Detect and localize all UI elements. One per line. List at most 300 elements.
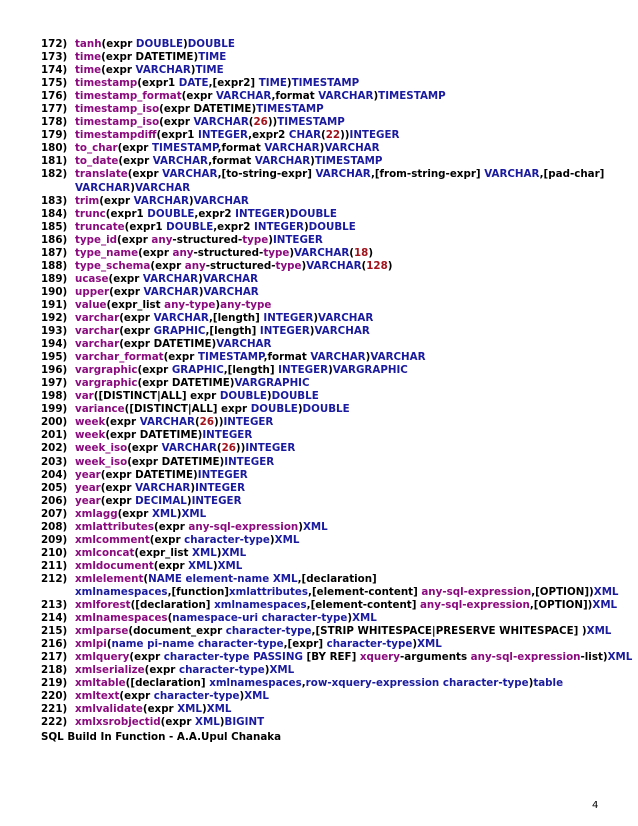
token: ) <box>219 716 225 729</box>
token: year <box>75 494 101 507</box>
token: timestamp <box>75 77 138 90</box>
entry-signature <box>75 690 269 703</box>
token: -list) <box>580 651 608 664</box>
token: ) <box>268 233 273 246</box>
list-item <box>41 638 601 651</box>
entry-signature <box>75 325 370 338</box>
token: xmlcomment <box>75 533 150 546</box>
token: ,[OPTION]) <box>531 585 594 598</box>
token: XML <box>586 625 612 638</box>
list-item <box>41 534 601 547</box>
token: VARGRAPHIC <box>234 377 310 390</box>
token: ,expr2 <box>248 129 289 142</box>
token: (expr <box>129 651 164 664</box>
list-item <box>41 260 601 273</box>
token: ([DISTINCT|ALL] expr <box>124 403 251 416</box>
token: (expr <box>150 259 185 272</box>
list-item <box>41 38 601 51</box>
entry-number: 205) <box>41 481 68 494</box>
token: XML <box>195 716 220 729</box>
list-item <box>41 703 601 716</box>
token: (expr <box>117 142 152 155</box>
token: DATETIME <box>161 455 220 468</box>
token: DATETIME <box>135 51 194 64</box>
list-item <box>41 273 601 286</box>
token: DECIMAL <box>135 494 187 507</box>
token: ) <box>198 285 204 298</box>
entry-number: 209) <box>41 533 68 546</box>
token: ) <box>216 546 222 559</box>
entry-signature <box>75 195 249 208</box>
list-item <box>41 482 601 495</box>
list-item <box>41 495 601 508</box>
token: week_iso <box>75 442 128 455</box>
token: timestamp_format <box>75 90 182 103</box>
token: ,[length] <box>205 325 260 338</box>
token: XML <box>217 559 243 572</box>
token: (expr <box>159 103 194 116</box>
token: timestamp_iso <box>75 103 160 116</box>
entry-signature <box>75 247 373 260</box>
token: ) <box>130 181 135 194</box>
token: INTEGER <box>198 129 249 142</box>
token: (expr <box>100 494 136 507</box>
token: DOUBLE <box>135 38 184 50</box>
list-item <box>41 168 605 181</box>
token: DOUBLE <box>271 390 319 403</box>
token: VARCHAR <box>294 246 350 259</box>
token: XML <box>269 664 295 677</box>
token: any-type <box>164 298 216 311</box>
token: trunc <box>75 207 106 220</box>
token: )) <box>214 416 224 429</box>
token: ([DISTINCT|ALL] expr <box>93 390 220 403</box>
list-item <box>41 716 601 729</box>
entry-signature <box>75 456 274 469</box>
token: ( <box>194 416 200 429</box>
list-item <box>41 129 601 142</box>
token: GRAPHIC <box>153 325 206 338</box>
token: VARCHAR <box>193 116 249 129</box>
token: ) <box>289 246 295 259</box>
token: varchar <box>75 311 120 324</box>
token: XML <box>417 638 442 651</box>
token: ,[length] <box>209 311 264 324</box>
token: ) <box>219 455 225 468</box>
list-item <box>41 469 601 482</box>
list-item <box>41 442 601 455</box>
token: XML <box>274 533 300 546</box>
token: VARCHAR <box>135 64 191 77</box>
token: character-type <box>184 533 270 546</box>
token: INTEGER <box>235 207 286 220</box>
token: XML <box>244 690 269 703</box>
token: ) <box>190 64 196 77</box>
token: VARCHAR <box>310 351 366 364</box>
entry-number: 219) <box>41 677 68 690</box>
list-item <box>41 390 601 403</box>
token: ( <box>349 246 354 259</box>
entry-number: 210) <box>41 546 68 559</box>
token: XML <box>352 612 377 625</box>
entry-signature <box>75 103 324 116</box>
token: week_iso <box>75 455 128 468</box>
token: xquery <box>359 651 400 664</box>
token: ) <box>183 38 188 50</box>
token: 22 <box>325 129 341 142</box>
entry-number: 206) <box>41 494 68 507</box>
token: TIMESTAMP <box>197 351 264 364</box>
token: VARCHAR <box>306 259 362 272</box>
entry-number: 208) <box>41 520 68 533</box>
token: DOUBLE <box>187 38 235 50</box>
token: (expr <box>163 351 198 364</box>
token: character-type <box>225 625 312 638</box>
list-item <box>41 312 601 325</box>
entry-signature <box>75 547 246 560</box>
entry-signature <box>75 338 271 351</box>
token: XML <box>592 599 618 612</box>
token: (expr_list <box>106 298 165 311</box>
entry-number: 196) <box>41 364 68 377</box>
token: ,[OPTION]) <box>529 599 593 612</box>
entry-number: 202) <box>41 442 68 455</box>
token: to_char <box>75 142 118 155</box>
token: ) <box>309 325 315 338</box>
list-item <box>41 221 601 234</box>
token: VARCHAR <box>264 142 320 155</box>
token: ) <box>188 194 194 207</box>
entry-number: 218) <box>41 664 68 677</box>
token: INTEGER <box>245 442 296 455</box>
entry-number: 216) <box>41 638 68 651</box>
token: VARCHAR <box>139 416 195 429</box>
entry-signature <box>75 142 380 155</box>
function-list <box>41 38 633 729</box>
token: DOUBLE <box>308 220 356 233</box>
token: (expr <box>181 90 217 103</box>
token: DATETIME <box>193 103 252 116</box>
token: ) <box>286 77 292 90</box>
token: xmltable <box>75 677 126 690</box>
token: ,[element-content] <box>306 599 420 612</box>
entry-number: 172) <box>41 38 68 50</box>
token: VARCHAR <box>318 90 374 103</box>
entry-signature <box>75 351 426 364</box>
entry-signature <box>75 260 392 273</box>
entry-number: 180) <box>41 142 68 155</box>
token: any <box>172 246 194 259</box>
token: character-type <box>153 690 240 703</box>
entry-number: 188) <box>41 259 68 272</box>
token: timestampdiff <box>75 129 157 142</box>
token: xmlparse <box>75 625 129 638</box>
token: XML <box>593 585 619 598</box>
token: VARCHAR <box>193 194 249 207</box>
entry-signature <box>75 482 245 495</box>
entry-number: 211) <box>41 559 68 572</box>
token: xmlattributes <box>75 520 155 533</box>
list-item <box>41 677 601 690</box>
token: ) <box>303 220 309 233</box>
entry-signature <box>75 155 382 168</box>
list-item <box>41 416 601 429</box>
token: ,[declaration] <box>297 572 377 585</box>
token: VARCHAR <box>370 351 426 364</box>
token: ,[from-string-expr] <box>370 168 485 181</box>
token: any-sql-expression <box>188 520 299 533</box>
entry-signature <box>75 208 337 221</box>
token: ) <box>239 690 245 703</box>
token: VARCHAR <box>135 481 191 494</box>
token: TIME <box>198 51 227 64</box>
token: )) <box>235 442 246 455</box>
token: -structured- <box>193 246 264 259</box>
token: any-type <box>220 298 272 311</box>
token: ) <box>251 103 257 116</box>
token: trim <box>75 194 100 207</box>
list-item <box>41 155 601 168</box>
token: type <box>242 233 269 246</box>
entry-number: 182) <box>41 168 68 181</box>
entry-number: 173) <box>41 51 68 64</box>
token: week <box>75 416 106 429</box>
token: xmlpi <box>75 638 107 651</box>
entry-signature <box>75 625 611 638</box>
token: ( <box>361 259 367 272</box>
token: (expr1 <box>156 129 199 142</box>
token: )) <box>340 129 350 142</box>
entry-signature <box>75 716 264 729</box>
token: , <box>301 677 306 690</box>
token: table <box>533 677 564 690</box>
token: year <box>75 481 101 494</box>
token: any-sql-expression <box>470 651 581 664</box>
list-item <box>41 234 601 247</box>
entry-signature <box>75 273 258 286</box>
token: xmlagg <box>75 507 118 520</box>
list-item <box>41 325 601 338</box>
token: varchar <box>75 325 120 338</box>
token: VARGRAPHIC <box>332 364 408 377</box>
entry-number: 221) <box>41 703 68 716</box>
entry-number: 192) <box>41 311 68 324</box>
list-item <box>41 90 601 103</box>
token: ([declaration] <box>130 599 215 612</box>
token: ) <box>266 390 272 403</box>
list-item <box>41 77 601 90</box>
token: (expr <box>118 155 153 168</box>
token: time <box>75 51 102 64</box>
token: DOUBLE <box>219 390 267 403</box>
token: INTEGER <box>202 429 253 442</box>
entry-signature <box>75 560 242 573</box>
entry-number: 186) <box>41 233 68 246</box>
entry-number: 191) <box>41 298 68 311</box>
entry-signature <box>75 299 271 312</box>
token: DOUBLE <box>250 403 298 416</box>
token: XML <box>177 703 202 716</box>
token: ,format <box>208 155 255 168</box>
entry-number: 207) <box>41 507 68 520</box>
token: INTEGER <box>259 325 310 338</box>
token: VARCHAR <box>142 272 199 285</box>
token: ) <box>297 403 303 416</box>
token: VARCHAR <box>484 168 540 181</box>
token: INTEGER <box>278 364 329 377</box>
token: (expr1 <box>124 220 167 233</box>
entry-signature <box>75 573 377 586</box>
token: (expr <box>117 233 152 246</box>
token: vargraphic <box>75 377 138 390</box>
list-item <box>41 208 601 221</box>
token: ) <box>528 677 534 690</box>
entry-number: 199) <box>41 403 68 416</box>
entry-signature <box>75 508 206 521</box>
token: character-type PASSING <box>163 651 303 664</box>
entry-signature <box>75 38 235 51</box>
token: ) <box>373 90 379 103</box>
entry-signature <box>75 64 224 77</box>
entry-signature <box>75 442 295 455</box>
token: (expr <box>127 455 162 468</box>
token: translate <box>75 168 128 181</box>
token: (expr <box>127 442 162 455</box>
token: VARCHAR <box>318 311 374 324</box>
token: VARCHAR <box>75 181 131 194</box>
token: varchar_format <box>75 351 164 364</box>
list-item <box>41 195 601 208</box>
token: xmlforest <box>75 599 131 612</box>
token: TIMESTAMP <box>277 116 345 129</box>
token: (expr <box>159 116 194 129</box>
token: TIME <box>195 64 224 77</box>
token: row-xquery-expression character-type <box>305 677 529 690</box>
token: VARCHAR <box>315 168 371 181</box>
token: (expr <box>119 311 154 324</box>
entry-signature <box>75 182 190 195</box>
token: name pi-name character-type <box>111 638 284 651</box>
token: xmltext <box>75 690 120 703</box>
token: any-sql-expression <box>419 599 530 612</box>
token: xmlserialize <box>75 664 145 677</box>
token: (expr <box>137 364 172 377</box>
token: DATETIME <box>139 429 198 442</box>
entry-signature <box>75 129 399 142</box>
token: (expr <box>149 533 185 546</box>
token: ) <box>387 259 393 272</box>
list-item <box>41 286 601 299</box>
token: DATETIME <box>135 468 194 481</box>
token: VARCHAR <box>203 285 259 298</box>
token: ,[expr2] <box>208 77 259 90</box>
token: INTEGER <box>272 233 323 246</box>
token: -structured- <box>205 259 276 272</box>
token: xmlelement <box>75 572 144 585</box>
token: ) <box>229 377 235 390</box>
entry-number: 177) <box>41 103 68 116</box>
entry-signature <box>75 677 563 690</box>
token: XML <box>192 546 217 559</box>
token: ,[length] <box>223 364 279 377</box>
token: INTEGER <box>224 455 275 468</box>
entry-signature <box>75 377 310 390</box>
token: ) <box>176 507 182 520</box>
token: xmlquery <box>75 651 130 664</box>
token: ( <box>106 638 112 651</box>
token: XML <box>607 651 633 664</box>
list-item <box>41 599 618 612</box>
token: xmldocument <box>75 559 154 572</box>
token: VARCHAR <box>254 155 311 168</box>
list-item <box>41 612 601 625</box>
list-item <box>41 103 601 116</box>
entry-number: 189) <box>41 272 68 285</box>
entry-number: 178) <box>41 116 68 129</box>
token: ( <box>216 442 222 455</box>
token: (expr <box>105 429 140 442</box>
token: XML <box>206 703 232 716</box>
list-item <box>41 664 601 677</box>
token: INTEGER <box>349 129 400 142</box>
token: VARCHAR <box>143 285 199 298</box>
entry-signature <box>75 116 345 129</box>
entry-signature <box>75 390 319 403</box>
token: NAME element-name XML <box>148 572 298 585</box>
token: XML <box>181 507 207 520</box>
token: (expr <box>108 272 143 285</box>
token: ,format <box>263 351 311 364</box>
token: xmlattributes <box>229 585 309 598</box>
token: ( <box>248 116 254 129</box>
token: ) <box>201 703 207 716</box>
entry-number: 175) <box>41 77 68 90</box>
token: ) <box>193 51 199 64</box>
token: VARCHAR <box>152 155 209 168</box>
token: DOUBLE <box>289 207 337 220</box>
list-item <box>41 547 601 560</box>
token: to_date <box>75 155 119 168</box>
token: ,[to-string-expr] <box>217 168 316 181</box>
token: INTEGER <box>197 468 248 481</box>
entry-number: 201) <box>41 429 68 442</box>
token: (expr_list <box>134 546 193 559</box>
token: type <box>263 246 290 259</box>
token: ) <box>301 259 307 272</box>
list-item <box>41 690 601 703</box>
token: ) <box>313 311 319 324</box>
entry-number: 197) <box>41 377 68 390</box>
list-item <box>41 299 601 312</box>
token: XML <box>221 546 247 559</box>
entry-number: 195) <box>41 351 68 364</box>
entry-signature <box>75 221 356 234</box>
token: ) <box>197 429 203 442</box>
entry-signature <box>75 77 359 90</box>
token: TIMESTAMP <box>256 103 324 116</box>
token: VARCHAR <box>216 338 272 351</box>
token: ( <box>143 572 149 585</box>
token: character-type <box>178 664 265 677</box>
list-item <box>41 64 601 77</box>
entry-number: 194) <box>41 338 68 351</box>
entry-signature <box>75 521 328 534</box>
token: TIMESTAMP <box>291 77 360 90</box>
entry-signature <box>75 364 408 377</box>
list-item <box>41 403 601 416</box>
token: ) <box>347 612 353 625</box>
list-item <box>41 521 601 534</box>
